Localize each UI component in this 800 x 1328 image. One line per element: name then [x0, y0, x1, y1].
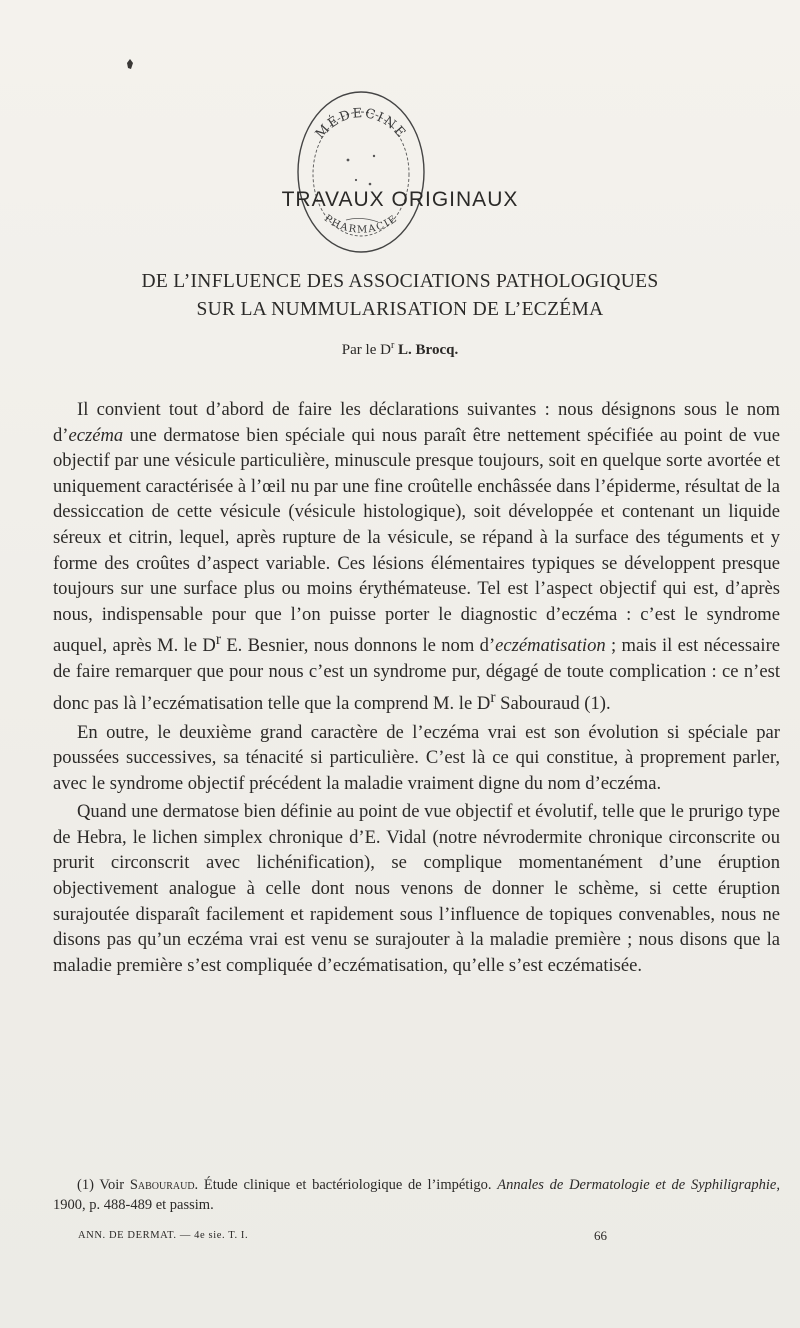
author-name: L. Brocq. — [398, 342, 459, 358]
svg-text:PHARMACIE — [322, 213, 400, 236]
term-eczema: eczéma — [68, 424, 124, 446]
ink-mark-icon — [126, 58, 134, 70]
p1-sup-2: r — [490, 688, 496, 706]
p1-text-e: Sabouraud (1). — [495, 692, 611, 714]
footnote-text-a: (1) Voir — [77, 1177, 130, 1193]
p1-text-d: ; mais il est nécessaire de faire remarquer que pour nous c’est un syndrome pur, dégagé de toute complication : ce n’est donc pas là l’eczématisation telle que la comprend M. le D — [53, 635, 781, 714]
library-stamp — [286, 80, 436, 255]
article-title — [0, 268, 800, 324]
footnote-text-c: 1900, p. 488-489 et passim. — [53, 1197, 214, 1213]
stamp-top-text: MÉDECINE — [312, 106, 410, 143]
stamp-bottom-text: PHARMACIE — [321, 213, 401, 236]
footnote-text-b: Étude clinique et bactériologique de l’impétigo. — [198, 1177, 498, 1193]
svg-text:MÉDECINE — [313, 106, 409, 142]
p1-text-a: Il convient tout d’abord de faire les déclarations suivantes : nous désignons sous le nom d’ — [53, 399, 780, 446]
p1-text-c: E. Besnier, nous donnons le nom d’ — [220, 635, 496, 657]
footnote-author: Sabouraud. — [129, 1177, 199, 1193]
paragraph-3: Quand une dermatose bien définie au point de vue objectif et évolutif, telle que le prurigo type de Hebra, le lichen simplex chronique d’E. Vidal (notre névrodermite chronique circonscrite ou prurit circonscrit avec lichénification), se complique momentanément d’une éruption objectivement analogue à celle dont nous venons de donner le schème, si cette éruption surajoutée disparaît facilement et rapidement sous l’influence de topiques convenables, nous ne disons pas qu’un eczéma vrai est venu se surajouter à la maladie première ; nous disons que la maladie première s’est compliquée d’eczématisation, qu’elle s’est eczématisée. — [53, 801, 780, 976]
footnote-journal: Annales de Dermatologie et de Syphiligraphie, — [497, 1177, 780, 1193]
p1-sup-1: r — [215, 631, 221, 649]
footnote-1 — [53, 1175, 780, 1215]
paragraph-2: En outre, le deuxième grand caractère de l’eczéma vrai est son évolution si spéciale par poussées successives, sa ténacité si particulière. C’est là ce qui constitue, à proprement parler, avec le syndrome objectif précédent la maladie vraiment digne du nom d’eczéma. — [53, 721, 780, 794]
running-footer: ANN. DE DERMAT. — 4e sie. T. I. — [78, 1230, 249, 1241]
title-line-2: SUR LA NUMMULARISATION DE L’ECZÉMA — [196, 299, 604, 320]
footnote — [53, 1175, 780, 1215]
term-eczematisation: eczématisation — [495, 635, 606, 657]
byline-prefix: Par le D — [341, 342, 391, 358]
byline-sup: r — [390, 340, 395, 351]
paragraph-1 — [53, 397, 780, 717]
section-title: TRAVAUX ORIGINAUX — [281, 188, 519, 211]
title-line-1: DE L’INFLUENCE DES ASSOCIATIONS PATHOLOGIQUES — [141, 271, 659, 292]
p1-text-b: une dermatose bien spéciale qui nous paraît être nettement spécifiée au point de vue objectif par une vésicule particulière, minuscule presque toujours, soit en quelque sorte avortée et uniquement caractérisée à l’œil nu par une fine croûtelle enchâssée dans l’épiderme, résultat de la dessiccation de cette vésicule (vésicule histologique), soit développée et contenant un liquide séreux et citrin, lequel, après rupture de la vésicule, se répand à la surface des téguments et y forme des croûtes d’aspect variable. Ces lésions élémentaires typiques se développent presque toujours sur une surface plus ou moins érythémateuse. Tel est l’aspect objectif qui est, d’après nous, indispensable pour que l’on puisse porter le diagnostic d’eczéma : c’est le syndrome auquel, après M. le D — [53, 424, 780, 657]
byline — [0, 340, 800, 359]
page-number: 66 — [594, 1228, 607, 1243]
article-body — [53, 397, 780, 978]
